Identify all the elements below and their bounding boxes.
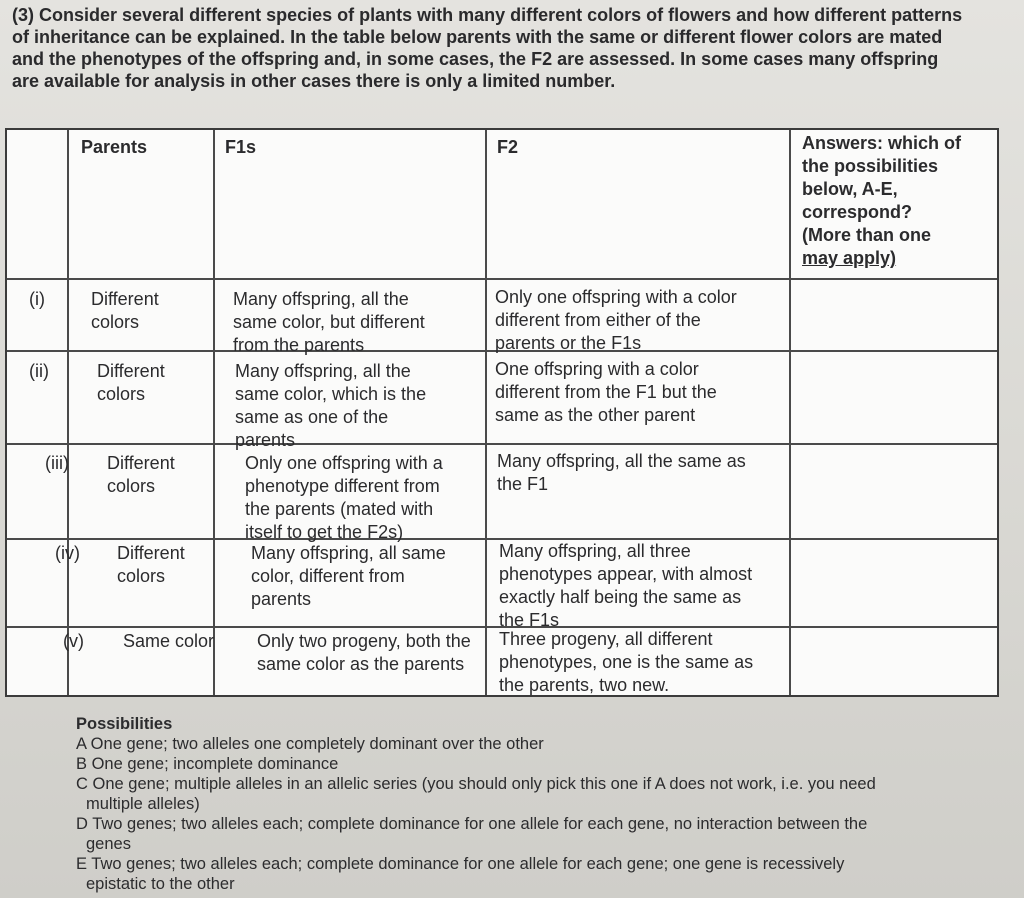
cell-line: exactly half being the same as	[499, 587, 742, 607]
cell-line: Only one offspring with a	[245, 453, 443, 473]
cell-line: Different	[117, 543, 185, 563]
cell-line: different from either of the	[495, 310, 701, 330]
cell-line: colors	[107, 476, 156, 496]
row-number: (iv)	[55, 543, 80, 563]
cell-line: different from the F1 but the	[495, 382, 717, 402]
cell-line: Many offspring, all the same as	[497, 451, 746, 471]
possibility-item: multiple alleles)	[86, 795, 200, 813]
question-line: (3) Consider several different species of plants with many different colors of flowers and how different patterns	[12, 5, 963, 25]
possibility-item: genes	[86, 835, 131, 853]
row-parents	[91, 288, 159, 334]
row-f1s	[251, 542, 446, 611]
possibility-item: E Two genes; two alleles each; complete dominance for one allele for each gene; one gene is recessively	[76, 855, 845, 873]
row-parents	[123, 630, 214, 653]
cell-line: the F1s	[499, 610, 560, 630]
cell-line: Three progeny, all different	[499, 629, 713, 649]
header-answers-line: below, A-E,	[802, 179, 898, 199]
cell-line: the parents (mated with	[245, 499, 434, 519]
cell-line: Different	[91, 289, 159, 309]
row-f2	[495, 358, 717, 427]
row-f1s	[245, 452, 443, 544]
cell-line: same as the other parent	[495, 405, 696, 425]
header-f1s: F1s	[225, 137, 257, 157]
possibilities-list	[76, 714, 1006, 894]
row-f1s	[233, 288, 425, 357]
header-answers-line: may apply)	[802, 248, 897, 268]
cell-line: the parents, two new.	[499, 675, 670, 695]
cell-line: Many offspring, all the	[233, 289, 409, 309]
row-f2	[499, 628, 753, 697]
header-parents: Parents	[81, 137, 148, 157]
cell-line: parents or the F1s	[495, 333, 642, 353]
answer-input-v[interactable]	[802, 630, 982, 690]
cell-line: phenotype different from	[245, 476, 440, 496]
row-number: (v)	[63, 631, 84, 651]
possibility-item: C One gene; multiple alleles in an allelic series (you should only pick this one if A does not work, i.e. you need	[76, 775, 876, 793]
answer-input-ii[interactable]	[802, 360, 982, 440]
header-answers-line: correspond?	[802, 202, 913, 222]
row-number: (ii)	[29, 361, 49, 381]
row-f2	[495, 286, 737, 355]
cell-line: color, different from	[251, 566, 405, 586]
possibility-item: B One gene; incomplete dominance	[76, 755, 339, 773]
cell-line: same as one of the	[235, 407, 389, 427]
row-f2	[499, 540, 752, 632]
question-line: of inheritance can be explained. In the table below parents with the same or different flower colors are mated	[12, 27, 943, 47]
cell-line: phenotypes appear, with almost	[499, 564, 753, 584]
cell-line: the F1	[497, 474, 549, 494]
answer-input-iii[interactable]	[802, 452, 982, 532]
header-answers-line: Answers: which of	[802, 133, 962, 153]
row-f1s	[257, 630, 471, 676]
question-line: are available for analysis in other cases there is only a limited number.	[12, 71, 616, 91]
header-answers	[802, 132, 961, 270]
question-text	[12, 4, 1022, 92]
cell-line: same color, but different	[233, 312, 425, 332]
cell-line: phenotypes, one is the same as	[499, 652, 754, 672]
inheritance-table	[5, 128, 999, 697]
possibility-item: epistatic to the other	[86, 875, 235, 893]
possibility-item: D Two genes; two alleles each; complete dominance for one allele for each gene, no interaction between the	[76, 815, 868, 833]
row-f1s	[235, 360, 426, 452]
cell-line: colors	[97, 384, 146, 404]
header-answers-line: (More than one	[802, 225, 931, 245]
header-f2: F2	[497, 137, 519, 157]
cell-line: Only one offspring with a color	[495, 287, 737, 307]
row-number: (i)	[29, 289, 45, 309]
cell-line: colors	[91, 312, 140, 332]
cell-line: parents	[251, 589, 312, 609]
cell-line: same color as the parents	[257, 654, 465, 674]
cell-line: Same color	[123, 631, 215, 651]
cell-line: Different	[97, 361, 165, 381]
row-parents	[97, 360, 165, 406]
cell-line: parents	[235, 430, 296, 450]
cell-line: same color, which is the	[235, 384, 427, 404]
cell-line: itself to get the F2s)	[245, 522, 404, 542]
cell-line: One offspring with a color	[495, 359, 699, 379]
answer-input-i[interactable]	[802, 288, 982, 348]
question-line: and the phenotypes of the offspring and, in some cases, the F2 are assessed. In some cases many offspring	[12, 49, 939, 69]
cell-line: colors	[117, 566, 166, 586]
possibilities-title: Possibilities	[76, 715, 173, 733]
possibility-item: A One gene; two alleles one completely dominant over the other	[76, 735, 544, 753]
row-number: (iii)	[45, 453, 69, 473]
row-parents	[107, 452, 175, 498]
row-parents	[117, 542, 185, 588]
cell-line: Many offspring, all the	[235, 361, 411, 381]
cell-line: Many offspring, all same	[251, 543, 446, 563]
header-answers-line: the possibilities	[802, 156, 939, 176]
answer-input-iv[interactable]	[802, 542, 982, 622]
cell-line: from the parents	[233, 335, 365, 355]
cell-line: Only two progeny, both the	[257, 631, 471, 651]
cell-line: Different	[107, 453, 175, 473]
cell-line: Many offspring, all three	[499, 541, 691, 561]
row-f2	[497, 450, 746, 496]
